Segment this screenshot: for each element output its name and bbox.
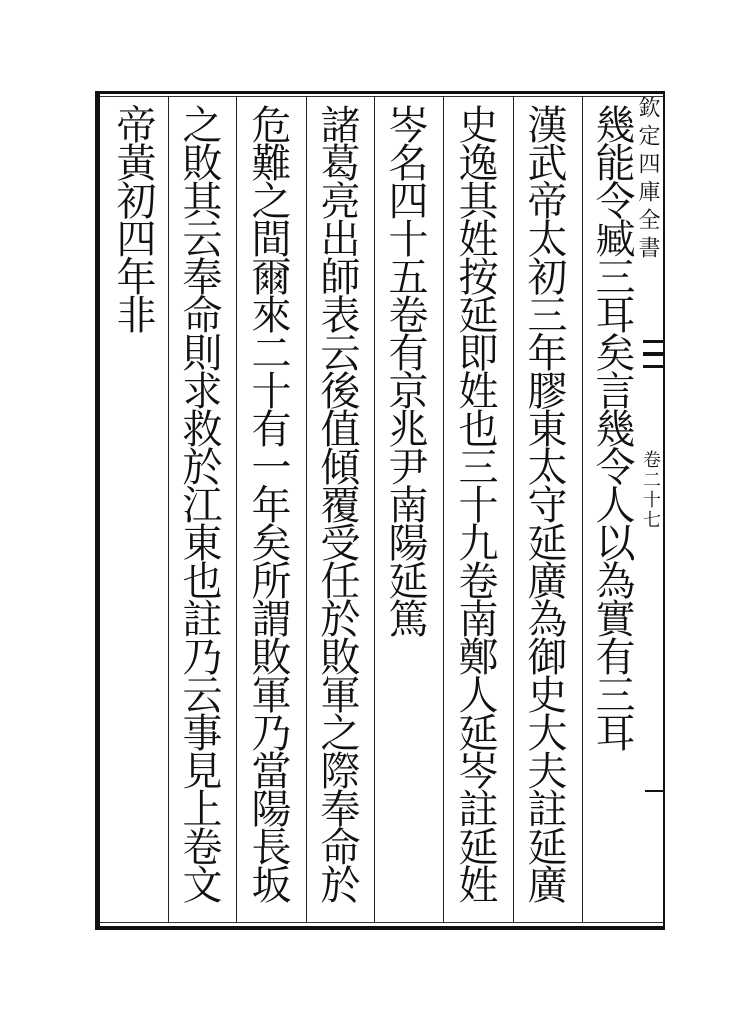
text-column-2: 漢武帝太初三年膠東太守延廣為御史大夫註延廣 (521, 104, 567, 902)
inner-top-rule (100, 96, 663, 97)
column-rule (443, 96, 444, 922)
text-column-8: 帝黃初四年非 (110, 104, 156, 332)
running-title: 欽定四庫全書 (635, 96, 660, 264)
text-column-4: 岑名四十五卷有京兆尹南陽延篤 (382, 104, 428, 636)
text-column-5: 諸葛亮出師表云後值傾覆受任於敗軍之際奉命於 (314, 104, 360, 902)
center-fold-line (663, 91, 665, 930)
text-column-1: 幾能令臧三耳矣言幾令人以為實有三耳 (589, 104, 635, 750)
column-rule (582, 96, 583, 922)
chapter-label: 卷二十七 (640, 450, 661, 530)
fish-tail-mark (643, 340, 663, 368)
column-rule (374, 96, 375, 922)
margin-tick (645, 790, 663, 792)
column-rule (513, 96, 514, 922)
column-rule (236, 96, 237, 922)
text-column-7: 之敗其云奉命則求救於江東也註乃云事見上卷文 (176, 104, 222, 902)
text-column-6: 危難之間爾來二十有一年矣所謂敗軍乃當陽長坂 (245, 104, 291, 902)
column-rule (306, 96, 307, 922)
text-column-3: 史逸其姓按延即姓也三十九卷南鄭人延岑註延姓 (452, 104, 498, 902)
column-rule (168, 96, 169, 922)
inner-bottom-rule (100, 922, 663, 923)
